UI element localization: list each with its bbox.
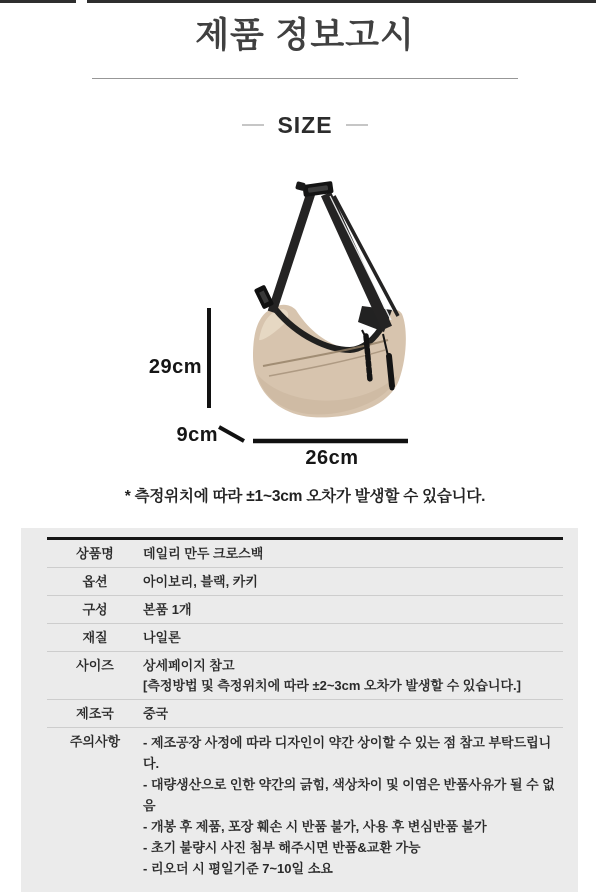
size-value: 상세페이지 참고 [143,658,235,673]
shoulder-strap-right [326,194,387,328]
caution-line: - 리오더 시 평일기준 7~10일 소요 [143,861,333,876]
measurement-note: * 측정위치에 따라 ±1~3cm 오차가 발생할 수 있습니다. [124,488,486,505]
spec-value: 중국 [143,706,169,721]
spec-value: 아이보리, 블랙, 카키 [143,574,258,589]
top-border-segment [87,0,596,3]
top-border-segment [0,0,76,3]
size-tolerance-note: [측정방법 및 측정위치에 따라 ±2~3cm 오차가 발생할 수 있습니다.] [143,678,521,693]
spec-value: 본품 1개 [143,602,192,617]
spec-row-options [47,568,563,596]
spec-label: 주의사항 [69,734,121,749]
caution-line: - 개봉 후 제품, 포장 훼손 시 반품 불가, 사용 후 변심반품 불가 [143,819,487,834]
spec-row-cautions [47,728,563,882]
height-dimension-label: 29cm [148,356,202,378]
depth-dimension-line [219,427,244,441]
zipper-pull-knob [390,386,395,391]
caution-line: - 초기 불량시 사진 첨부 해주시면 반품&교환 가능 [143,840,421,855]
heading-dash-left [242,124,264,126]
spec-row-size [47,652,563,700]
zipper-pull-right [389,356,392,386]
product-image [0,160,610,470]
spec-value: 데일리 만두 크로스백 [143,546,264,561]
size-section-heading [0,112,610,138]
shoulder-strap-right-strand [334,196,398,316]
caution-line: - 대량생산으로 인한 약간의 긁힘, 색상차이 및 이염은 반품사유가 될 수 없음 [143,777,555,813]
spec-label: 구성 [82,602,108,617]
spec-value [143,731,563,879]
spec-label: 제조국 [76,706,114,721]
size-heading-label: SIZE [277,112,333,138]
spec-value [143,655,563,696]
spec-label: 상품명 [76,546,114,561]
spec-row-origin [47,700,563,728]
title-divider [92,78,518,79]
depth-dimension-label: 9cm [176,424,218,446]
heading-dash-right [346,124,368,126]
spec-row-material [47,624,563,652]
page-title: 제품 정보고시 [195,16,415,55]
caution-line: - 제조공장 사정에 따라 디자인이 약간 상이할 수 있는 점 참고 부탁드립니다. [143,735,552,771]
spec-table-body [47,537,563,882]
width-dimension-label: 26cm [305,447,359,469]
product-spec-table [21,528,578,892]
spec-row-composition [47,596,563,624]
spec-label: 옵션 [82,574,108,589]
strap-sliver-highlight [330,196,391,320]
spec-label: 사이즈 [76,658,114,673]
spec-label: 재질 [82,630,108,645]
spec-row-product-name [47,540,563,568]
spec-value: 나일론 [143,630,181,645]
shoulder-strap-left [272,190,312,312]
